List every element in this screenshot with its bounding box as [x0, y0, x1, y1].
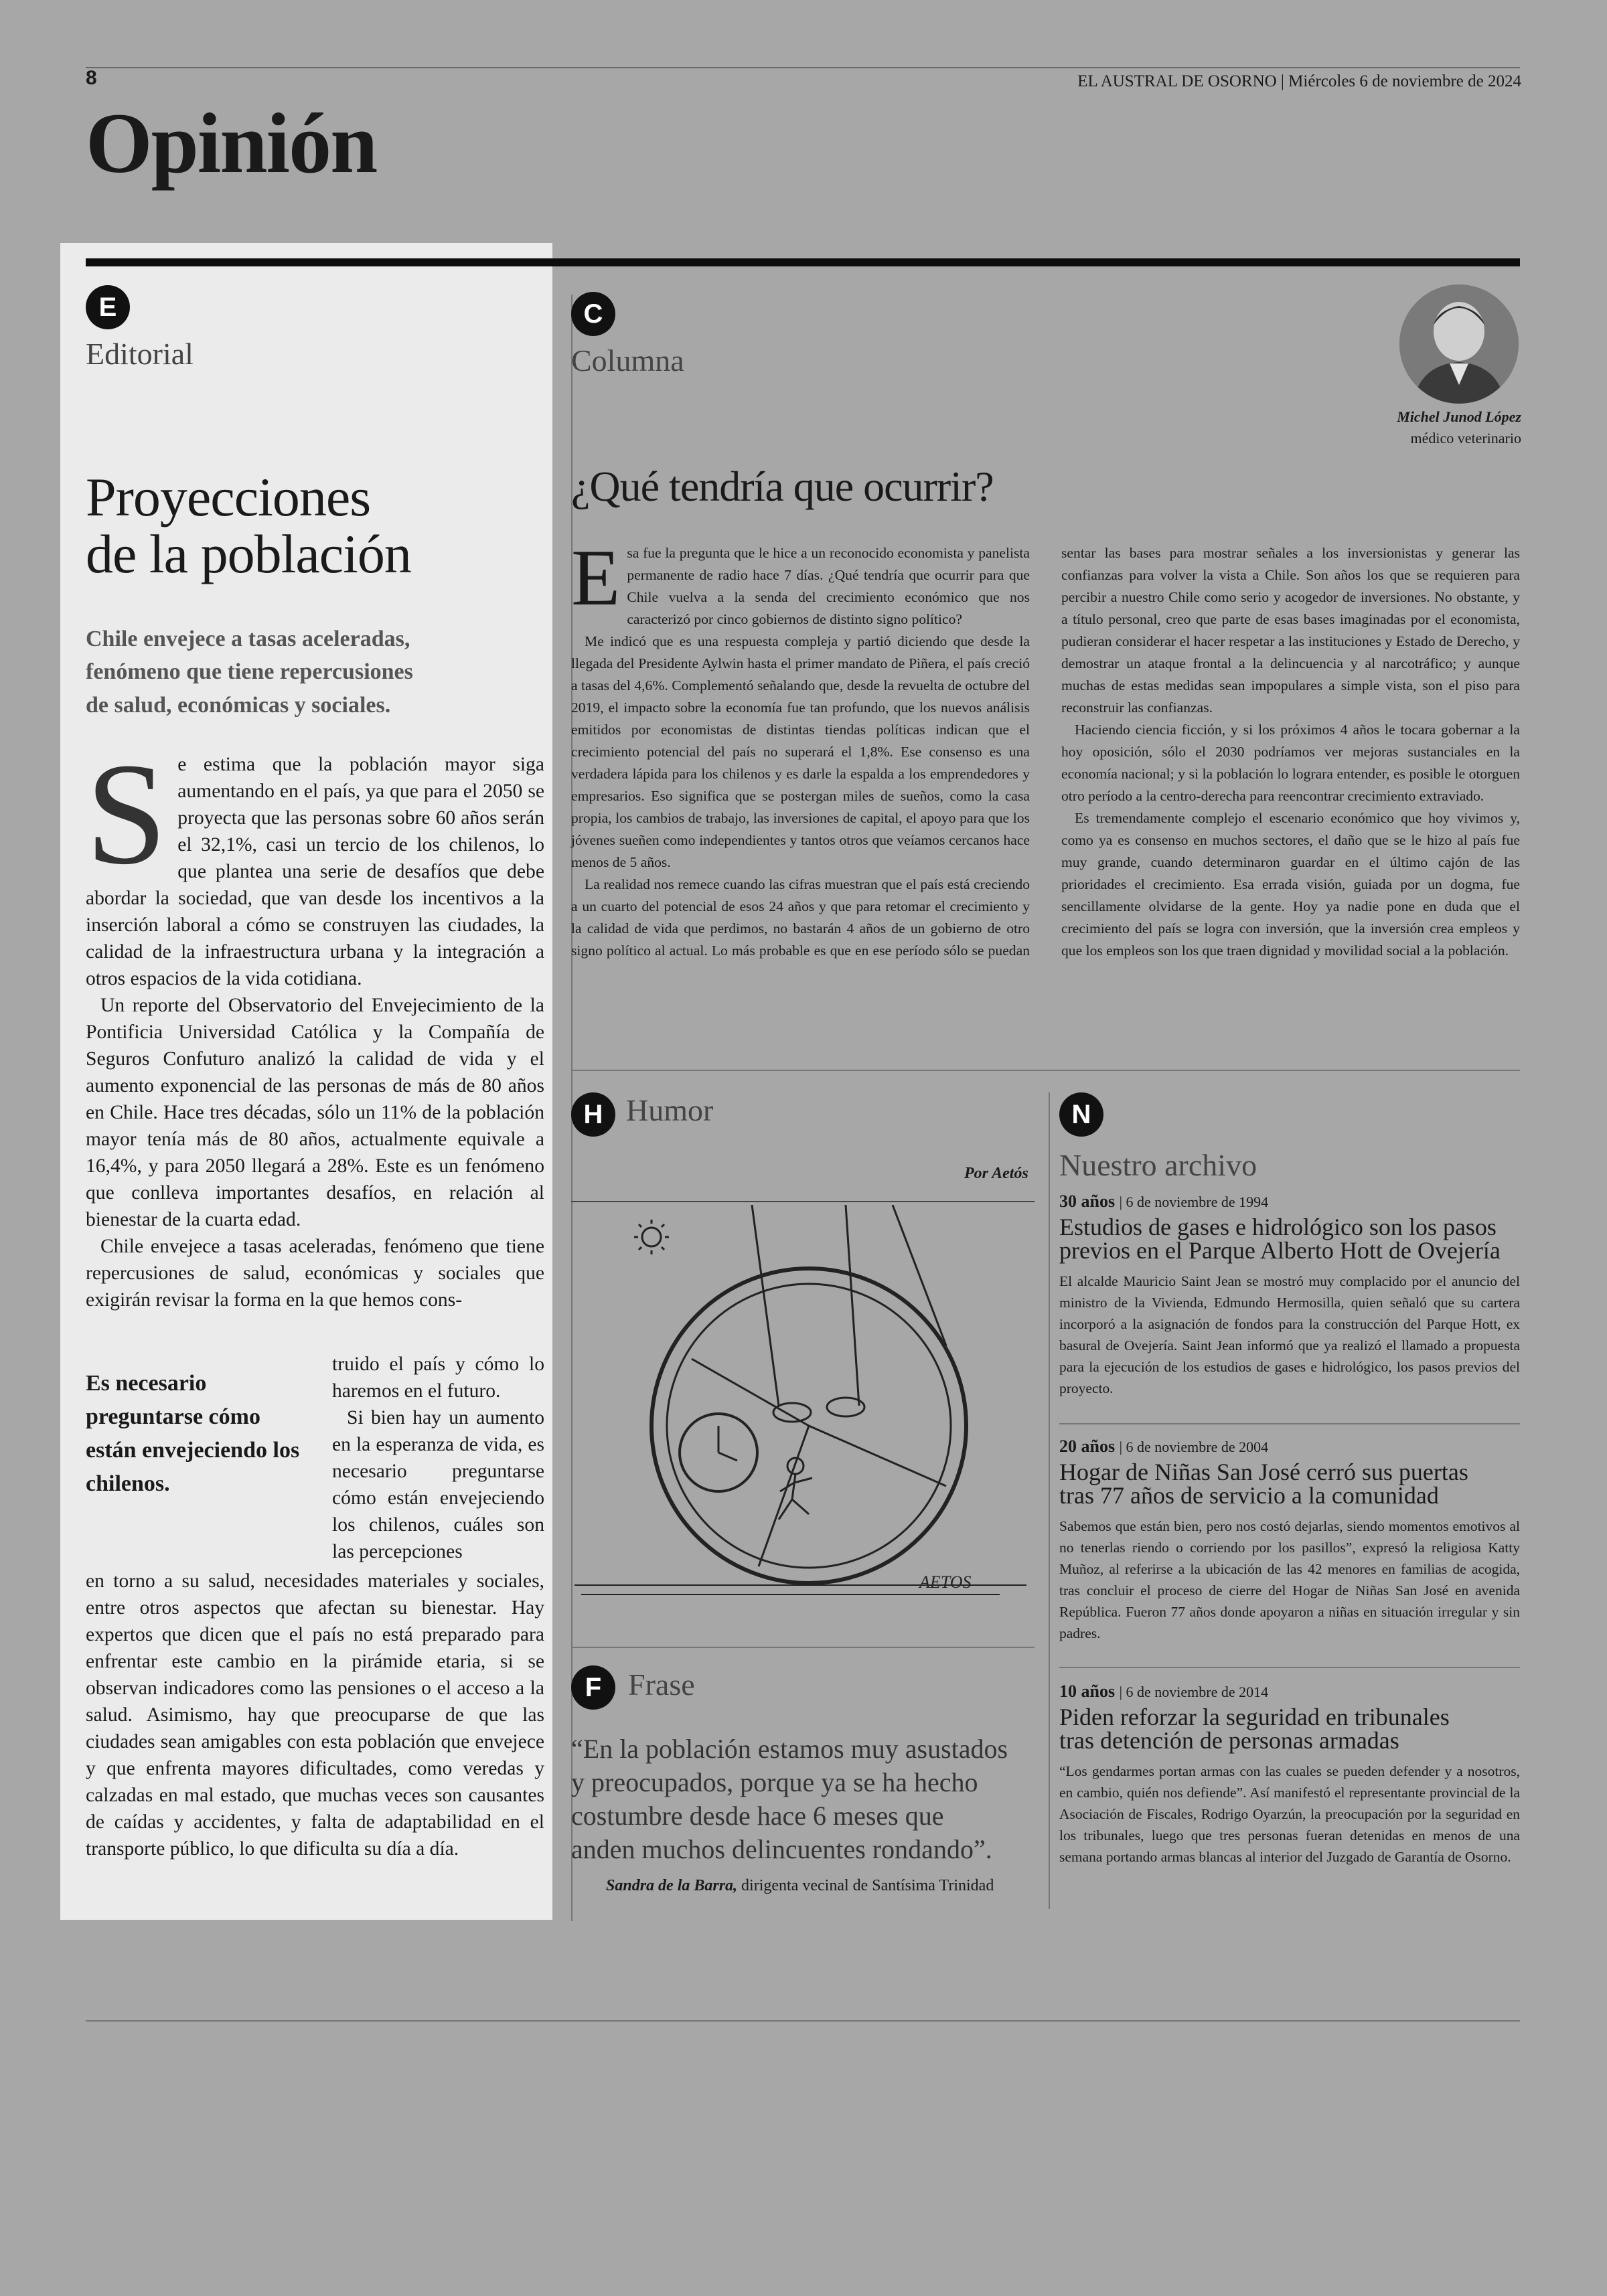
- archive-divider: [1049, 1092, 1050, 1909]
- archive-date: | 6 de noviembre de 2014: [1119, 1684, 1269, 1700]
- humor-credit: Por Aetós: [964, 1165, 1028, 1182]
- archive-label: Nuestro archivo: [1059, 1148, 1257, 1182]
- section-thick-rule: [86, 258, 1520, 266]
- frase-quote: [571, 1732, 1040, 1866]
- archive-rule: [1059, 1423, 1520, 1424]
- paragraph: Es tremendamente complejo el escenario económico que hoy vivimos y, como ya es consenso en muchos sectores, el daño que se le hizo al país fue muy grande, cuando determinaron guardar en el último cajón de las prioridades el crecimiento. Esa errada visión, guiada por un dogma, fue sencillamente olvidarse de la gente. Hoy ya nadie pone en duda que el crecimiento del país se logra con inversión, que la inversión crea empleos y que los empleos son los que traen dignidad y movilidad social a la población.: [1061, 810, 1520, 959]
- author-name: Michel Junod López: [1397, 408, 1521, 425]
- page-number: 8: [86, 67, 97, 89]
- frase-label: Frase: [628, 1667, 695, 1702]
- paragraph: Un reporte del Observatorio del Envejecimiento de la Pontificia Universidad Católica y la Compañía de Seguros Confuturo analizó la calidad de vida y el aumento exponencial de las personas de más de 80 años en Chile. Hace tres décadas, sólo un 11% de la población mayor tenía más de 80 años, actualmente equivale a 16,4%, y para 2050 llegará a 28%. Este es un fenómeno que conlleva importantes desafíos, en relación al bienestar de la cuarta edad.: [86, 995, 544, 1230]
- archive-title: previos en el Parque Alberto Hott de Ovejería: [1059, 1237, 1501, 1264]
- lede-line: de salud, económicas y sociales.: [86, 692, 391, 718]
- archive-item: [1059, 1192, 1520, 1399]
- quote-line: “En la población estamos muy asustados: [571, 1734, 1008, 1764]
- section-title: Opinión: [86, 96, 377, 191]
- headline-line: Proyecciones: [86, 467, 371, 527]
- humor-badge: H: [571, 1092, 615, 1137]
- masthead: EL AUSTRAL DE OSORNO | Miércoles 6 de noviembre de 2024: [1077, 72, 1521, 90]
- sun-icon: [642, 1228, 661, 1246]
- humor-bottom-rule: [571, 1647, 1035, 1648]
- column-body: [571, 533, 1520, 1034]
- header-rule: [86, 67, 1520, 68]
- archive-text: Sabemos que están bien, pero nos costó dejarlas, siendo momentos emotivos al no tenerlas riendo o corriendo por los pasillos”, expresó la religiosa Katty Muñoz, al referirse a la ubicación de las 42 menores en familias de acogida, tras concluir el proceso de cierre del Hogar de Niñas San José en avenida República. Fueron 77 años donde apoyaron a niñas en situación irregular y sin padres.: [1059, 1518, 1520, 1641]
- cartoon-illustration: [571, 1205, 1035, 1633]
- paragraph: Si bien hay un aumento en la esperanza de vida, es necesario preguntarse cómo están envejeciendo los chilenos, cuáles son las percepciones: [332, 1407, 544, 1562]
- archive-title: Estudios de gases e hidrológico son los pasos: [1059, 1214, 1497, 1240]
- archive-title: tras detención de personas armadas: [1059, 1727, 1399, 1754]
- lede-line: fenómeno que tiene repercusiones: [86, 659, 413, 685]
- archive-years: 20 años: [1059, 1437, 1116, 1456]
- archive-text: El alcalde Mauricio Saint Jean se mostró muy complacido por el anuncio del ministro de la Vivienda, Edmundo Hermosilla, quien señaló que su cartera incorporó a la asignación de fondos para la construcción del Parque Hott, ex basural de Ovejería. Saint Jean informó que ya realizó el llamado a propuesta para la ejecución de los estudios de gases e hidrológico, los pasos previos del proyecto.: [1059, 1273, 1520, 1396]
- humor-top-rule: [571, 1201, 1035, 1202]
- archive-item: [1059, 1682, 1520, 1868]
- archive-date: | 6 de noviembre de 2004: [1119, 1439, 1269, 1455]
- column-label: Columna: [571, 343, 684, 378]
- paragraph: sa fue la pregunta que le hice a un reconocido economista y panelista permanente de radio hace 7 días. ¿Qué tendría que ocurrir para que Chile vuelva a la senda del crecimiento económico que nos caracterizó por cinco gobiernos de distinto signo político?: [627, 545, 1030, 627]
- archive-title: Hogar de Niñas San José cerró sus puertas: [1059, 1459, 1468, 1485]
- frase-attribution: [606, 1877, 994, 1895]
- archive-years: 10 años: [1059, 1682, 1116, 1701]
- author-role: médico veterinario: [1410, 430, 1521, 446]
- archive-title: Piden reforzar la seguridad en tribunales: [1059, 1704, 1450, 1730]
- author-photo: [1399, 284, 1519, 404]
- editorial-headline: [86, 469, 541, 583]
- editorial-body-bottom: [86, 1568, 544, 1862]
- archive-date: | 6 de noviembre de 1994: [1119, 1194, 1269, 1210]
- archive-title: tras 77 años de servicio a la comunidad: [1059, 1482, 1439, 1509]
- frase-badge: F: [571, 1665, 615, 1710]
- paragraph: e estima que la población mayor siga aumentando en el país, ya que para el 2050 se proyecta que las personas sobre 60 años serán el 32,1%, casi un tercio de los chilenos, lo que plantea una serie de desafíos que debe abordar la sociedad, que van desde los incentivos a la inserción laboral a cómo se construyen las ciudades, la calidad de la infraestructura urbana y la integración a otros espacios de la vida cotidiana.: [86, 754, 544, 989]
- avatar-icon: [1399, 284, 1519, 404]
- pull-quote: Es necesario preguntarse cómo están envejeciendo los chilenos.: [86, 1371, 300, 1496]
- paragraph: Chile envejece a tasas aceleradas, fenómeno que tiene repercusiones de salud, económicas y sociales que exigirán revisar la forma en la que hemos cons-: [86, 1236, 544, 1311]
- editorial-body-top: [86, 734, 544, 1313]
- archive-years: 30 años: [1059, 1192, 1116, 1211]
- editorial-body-narrow: [332, 1351, 544, 1565]
- paragraph: truido el país y cómo lo haremos en el futuro.: [332, 1354, 544, 1402]
- column-headline: ¿Qué tendría que ocurrir?: [571, 463, 994, 510]
- headline-line: de la población: [86, 523, 411, 585]
- footer-rule: [86, 2020, 1520, 2022]
- archive-badge: N: [1059, 1092, 1103, 1137]
- column-bottom-rule: [571, 1070, 1520, 1071]
- attribution-name: Sandra de la Barra,: [606, 1877, 738, 1894]
- paragraph: Haciendo ciencia ficción, y si los próximos 4 años le tocara gobernar a la hoy oposición, sólo el 2030 podríamos ver mejoras sustanciales en la economía nacional; y si la población lo lograra entender, es posible le otorguen otro período a la centro-derecha para reencontrar crecimiento extraviado.: [1061, 722, 1520, 804]
- paragraph: Me indicó que es una respuesta compleja y partió diciendo que desde la llegada del Presidente Aylwin hasta el primer mandato de Piñera, el país creció a tasas del 4,6%. Complementó señalando que, desde la revuelta de octubre del 2019, el impacto sobre la economía fue tan profundo, que los nuevos análisis emitidos por economistas de distintas tiendas políticas indican que el crecimiento potencial del país no superará el 1,8%. Ese consenso es una verdadera lápida para los chilenos y es darle la espalda a los emprendedores y empresarios. Eso significa que se postergan miles de sueños, como la casa propia, los cambios de trabajo, las inversiones de capital, el apoyo para que los jóvenes sueñen como independientes y tantos otros que veíamos cercanos hace menos de 5 años.: [571, 633, 1030, 870]
- editorial-badge: E: [86, 285, 130, 329]
- dropcap: E: [571, 533, 621, 622]
- quote-line: anden muchos delincuentes rondando”.: [571, 1834, 992, 1864]
- dropcap: S: [86, 734, 167, 895]
- archive-text: “Los gendarmes portan armas con las cuales se pueden defender y a nosotros, en cambio, quién nos defiende”. Así manifestó el representante provincial de la Asociación de Fiscales, Rodrigo Oyarzún, la preocupación por la seguridad en los tribunales, luego que tres personas fueran detenidas en menos de una semana portando armas blancas al interior del Juzgado de Garantía de Osorno.: [1059, 1763, 1520, 1865]
- attribution-role: dirigenta vecinal de Santísima Trinidad: [741, 1877, 994, 1894]
- quote-line: y preocupados, porque ya se ha hecho: [571, 1767, 978, 1797]
- editorial-label: Editorial: [86, 337, 194, 371]
- quote-line: costumbre desde hace 6 meses que: [571, 1801, 944, 1831]
- paragraph: en torno a su salud, necesidades materiales y sociales, entre otros aspectos que afectan su bienestar. Hay expertos que dicen que el país no está preparado para enfrentar este cambio en la pirámide etaria, si se observan indicadores como las pensiones o el acceso a la salud. Asimismo, hay que preocuparse de que las ciudades sean amigables con esta población que envejece y que enfrenta mayores dificultades, como veredas y calzadas en mal estado, que muchas veces son causantes de caídas y accidentes, y falta de adaptabilidad en el transporte público, lo que dificulta su día a día.: [86, 1570, 544, 1860]
- humor-label: Humor: [626, 1093, 714, 1127]
- archive-rule: [1059, 1667, 1520, 1668]
- cartoon: [571, 1205, 1035, 1633]
- archive-item: [1059, 1437, 1520, 1644]
- cartoon-signature: AETOS: [919, 1572, 972, 1592]
- paragraph: La realidad nos remece cuando las cifras muestran que el país está creciendo a un cuarto del potencial de esos 24 años y que para retomar el crecimiento y la calidad de vida que perdimos, no bastarán 4 años de un gobierno de otro signo político al actual. Lo más probable es que en ese período sólo se puedan sentar las bases para mostrar señales a los inversionistas y generar las confianzas para volver la vista a Chile. Son años los que se requieren para percibir a nuestro Chile como serio y acogedor de inversiones. No obstante, y a título personal, creo que parte de esas bases imaginadas por el economista, pudieran considerar el hacer respetar a las instituciones y Estado de Derecho, y demostrar un ataque frontal a la delincuencia y al narcotráfico; y aunque muchas de estas medidas sean impopulares a simple vista, son el piso para reconstruir las confianzas.: [571, 545, 1520, 959]
- lede-line: Chile envejece a tasas aceleradas,: [86, 627, 410, 651]
- editorial-lede: [86, 623, 541, 722]
- column-badge: C: [571, 292, 615, 336]
